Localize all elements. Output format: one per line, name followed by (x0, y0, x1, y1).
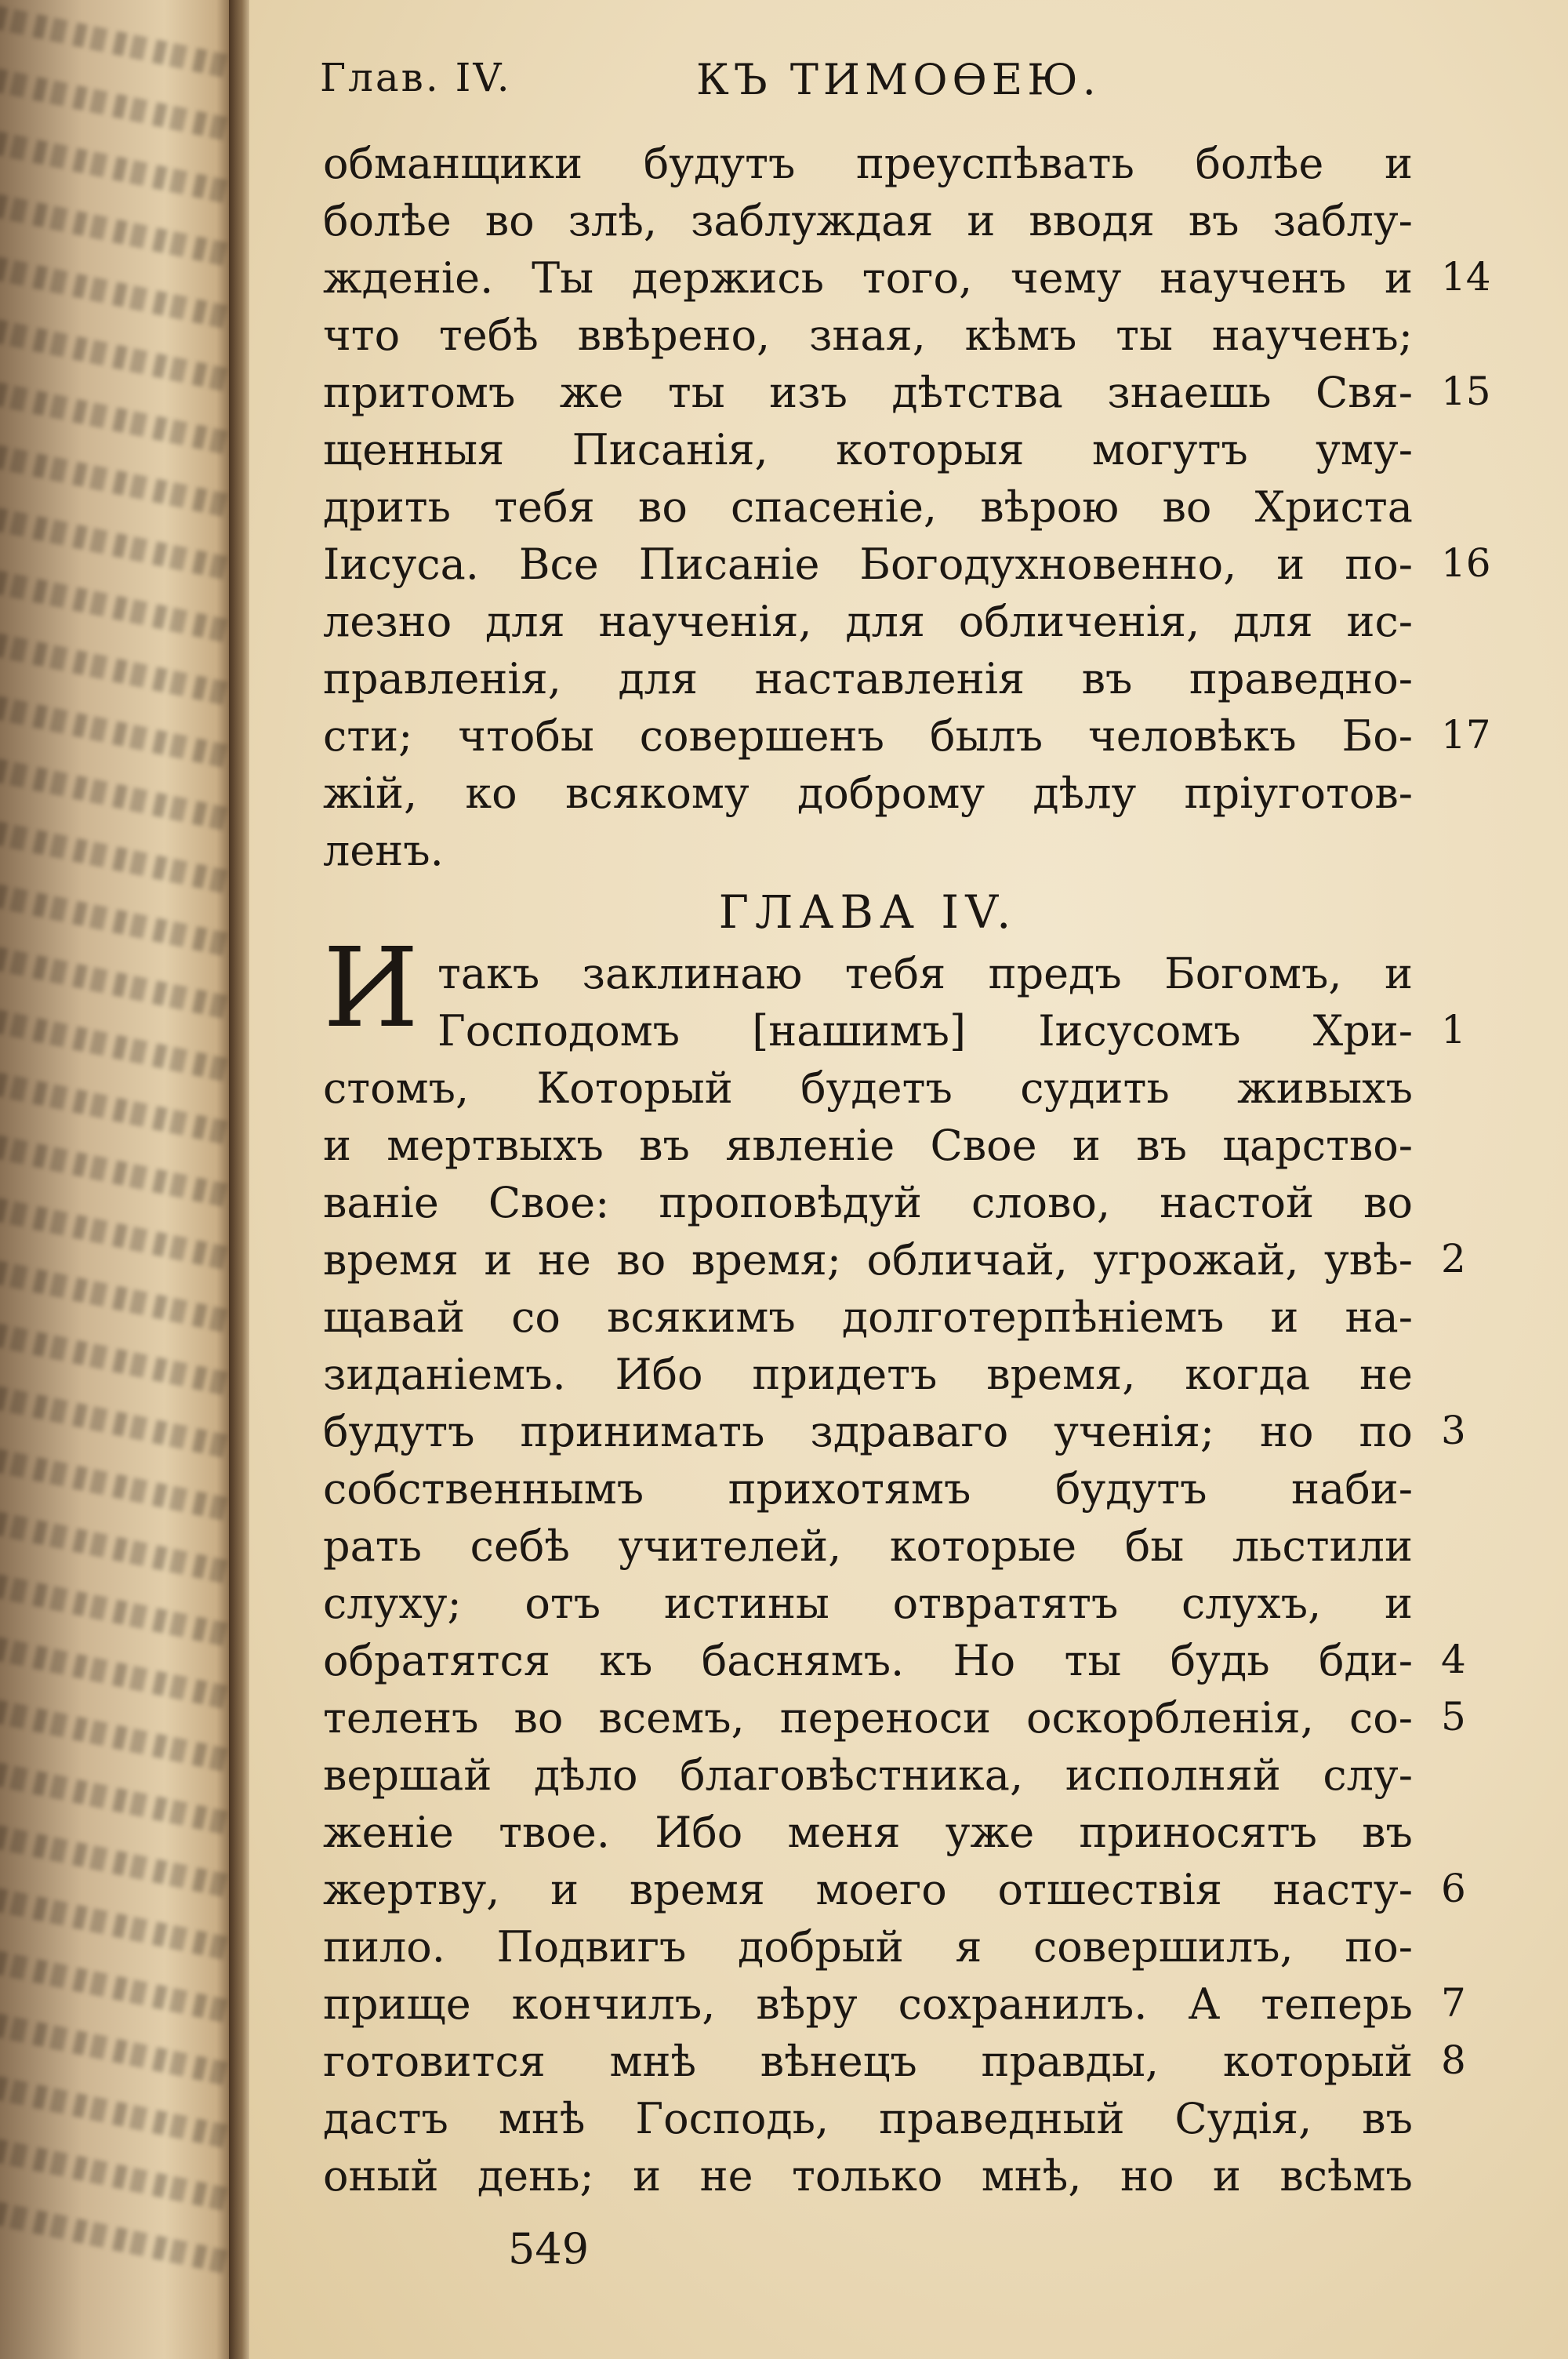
facing-page-text-blur (0, 1888, 235, 1963)
text-line: дрить тебя во спасеніе, вѣрою во Христа (323, 482, 1413, 532)
text-line: готовится мнѣ вѣнецъ правды, который (323, 2037, 1413, 2086)
facing-page (0, 0, 235, 2359)
verse-number: 16 (1441, 540, 1491, 586)
facing-page-text-blur (0, 821, 235, 896)
facing-page-text-blur (0, 1511, 235, 1587)
facing-page-text-blur (0, 382, 235, 457)
facing-page-text-blur (0, 758, 235, 834)
verse-number: 5 (1441, 1694, 1466, 1739)
verse-number: 14 (1441, 254, 1491, 300)
verse-number: 8 (1441, 2037, 1466, 2083)
facing-page-text-blur (0, 1637, 235, 1712)
text-line: что тебѣ ввѣрено, зная, кѣмъ ты наученъ; (323, 311, 1413, 360)
text-line: болѣе во злѣ, заблуждая и вводя въ заблу- (323, 196, 1413, 245)
text-line: вершай дѣло благовѣстника, исполняй слу- (323, 1750, 1413, 1800)
text-column (323, 135, 1413, 2205)
facing-page-text-blur (0, 1072, 235, 1147)
text-line: оный день; и не только мнѣ, но и всѣмъ (323, 2151, 1413, 2201)
facing-page-text-blur (0, 1323, 235, 1398)
facing-page-text-blur (0, 319, 235, 394)
facing-page-text-blur (0, 1448, 235, 1524)
book-gutter (229, 0, 251, 2359)
text-line: пило. Подвигъ добрый я совершилъ, по- (323, 1922, 1413, 1972)
chapter-heading: ГЛАВА IV. (718, 885, 1018, 939)
facing-page-text-blur (0, 2201, 235, 2277)
facing-page-text-blur (0, 5, 235, 81)
verse-number: 1 (1441, 1007, 1466, 1052)
book-page (249, 0, 1568, 2359)
facing-page-text-blur (0, 507, 235, 583)
text-line: ваніе Свое: проповѣдуй слово, настой во (323, 1178, 1413, 1227)
text-line: лезно для наученія, для обличенія, для ис- (323, 597, 1413, 646)
text-line: слуху; отъ истины отвратятъ слухъ, и (323, 1579, 1413, 1628)
text-line: обратятся къ баснямъ. Но ты будь бди- (323, 1636, 1413, 1685)
facing-page-text-blur (0, 1574, 235, 1649)
facing-page-text-blur (0, 131, 235, 206)
drop-cap: И (323, 925, 419, 1052)
running-head (320, 55, 1449, 125)
facing-page-text-blur (0, 1699, 235, 1775)
facing-page-text-blur (0, 1135, 235, 1210)
facing-page-text-blur (0, 947, 235, 1022)
text-line: такъ заклинаю тебя предъ Богомъ, и (437, 949, 1413, 998)
text-line: стомъ, Который будетъ судить живыхъ (323, 1063, 1413, 1113)
text-line: сти; чтобы совершенъ былъ человѣкъ Бо- (323, 711, 1413, 761)
verse-number: 7 (1441, 1980, 1466, 2026)
text-line: щенныя Писанія, которыя могутъ уму- (323, 425, 1413, 474)
facing-page-text-blur (0, 1198, 235, 1273)
facing-page-text-blur (0, 445, 235, 520)
text-line: жертву, и время моего отшествія насту- (323, 1865, 1413, 1914)
facing-page-text-blur (0, 68, 235, 144)
text-line: Іисуса. Все Писаніе Богодухновенно, и по- (323, 540, 1413, 589)
facing-page-text-blur (0, 256, 235, 332)
facing-page-text-blur (0, 570, 235, 645)
facing-page-text-blur (0, 633, 235, 708)
text-line: время и не во время; обличай, угрожай, увѣ- (323, 1235, 1413, 1285)
text-line: рать себѣ учителей, которые бы льстили (323, 1521, 1413, 1571)
verse-number: 6 (1441, 1866, 1466, 1911)
verse-number: 2 (1441, 1236, 1466, 1281)
facing-page-text-blur (0, 1762, 235, 1837)
facing-page-text-blur (0, 2139, 235, 2214)
text-line: будутъ принимать здраваго ученія; но по (323, 1407, 1413, 1456)
text-line: ленъ. (323, 826, 444, 875)
facing-page-text-blur (0, 1950, 235, 2026)
text-line: обманщики будутъ преуспѣвать болѣе и (323, 139, 1413, 188)
page-number: 549 (508, 2224, 590, 2274)
facing-page-text-blur (0, 1825, 235, 1900)
facing-page-text-blur (0, 194, 235, 269)
verse-number: 15 (1441, 369, 1491, 414)
text-line: щавай со всякимъ долготерпѣніемъ и на- (323, 1292, 1413, 1342)
verse-number: 3 (1441, 1408, 1466, 1453)
text-line: жій, ко всякому доброму дѣлу пріуготов- (323, 769, 1413, 818)
facing-page-text-blur (0, 696, 235, 771)
text-line: правленія, для наставленія въ праведно- (323, 654, 1413, 703)
text-line: теленъ во всемъ, переноси оскорбленія, со- (323, 1693, 1413, 1743)
text-line: женіе твое. Ибо меня уже приносятъ въ (323, 1808, 1413, 1857)
epistle-title: КЪ ТИМОѲЕЮ. (696, 55, 1101, 104)
text-line: и мертвыхъ въ явленіе Свое и въ царство- (323, 1121, 1413, 1170)
facing-page-text-blur (0, 2013, 235, 2088)
text-line: Господомъ [нашимъ] Іисусомъ Хри- (437, 1006, 1413, 1056)
facing-page-text-blur (0, 1260, 235, 1336)
verse-number: 17 (1441, 712, 1491, 758)
text-line: жденіе. Ты держись того, чему наученъ и (323, 253, 1413, 303)
facing-page-text-blur (0, 2076, 235, 2151)
facing-page-text-blur (0, 1009, 235, 1085)
text-line: зиданіемъ. Ибо придетъ время, когда не (323, 1350, 1413, 1399)
verse-number: 4 (1441, 1637, 1466, 1682)
text-line: прище кончилъ, вѣру сохранилъ. А теперь (323, 1979, 1413, 2029)
text-line: дастъ мнѣ Господь, праведный Судія, въ (323, 2094, 1413, 2143)
text-line: притомъ же ты изъ дѣтства знаешь Свя- (323, 368, 1413, 417)
chapter-reference: Глав. IV. (320, 55, 512, 100)
facing-page-text-blur (0, 1386, 235, 1461)
text-line: собственнымъ прихотямъ будутъ наби- (323, 1464, 1413, 1514)
facing-page-text-blur (0, 884, 235, 959)
